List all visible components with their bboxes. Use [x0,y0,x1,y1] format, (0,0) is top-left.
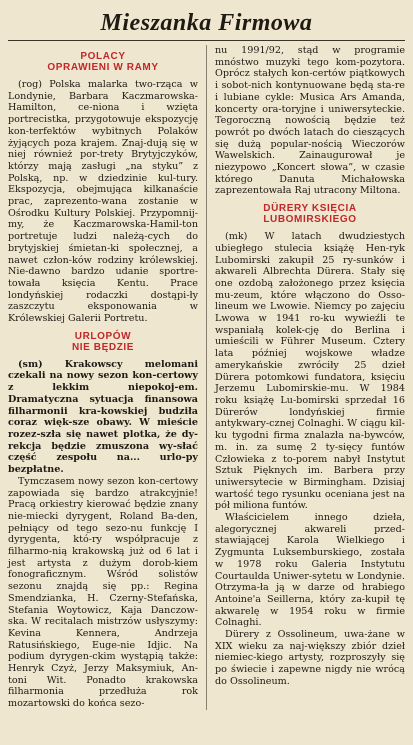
section-title: Mieszanka Firmowa [100,9,313,36]
headline-polacy: POLACY OPRAWIENI W RAMY [47,51,159,73]
column-right [206,45,405,710]
article-urlopow-continued: nu 1991/92, stąd w programie mnóstwo muzyki tego kom-pozytora. Oprócz stałych kon-certów piątkowych i sobot-nich kontynuowane będą sta-re i lubiane cykle: Musica Ars Amanda, koncerty ora-toryjne i uniwersyteckie. Tegoroczną nowością będzie też powrót po dwóch latach do cieszących się dużą popular-nością Wieczorów Wawelskich. Zainaugurował je niezypowo „Koncert słowa”, w czasie którego Danuta Michałowska zaprezentowała Raj utracony Miltona. [215,45,405,197]
article-durery-body-2: Właścicielem innego dzieła, alegorycznej akwareli przed-stawiającej Karola Wielkiego i Zygmunta Luksemburskiego, została w 1978 roku Galeria Instytutu Courtaulda Uniwer-sytetu w Londynie. Otrzyma-ła ją w darze od hrabiego Antoine'a Seillerna, który za-kupił tę akwarelę w 1954 roku w firmie Colnaghi. [215,512,405,629]
masthead [8,6,405,41]
article-durery-body-1: (mk) W latach dwudziestych ubiegłego stulecia książę Hen-ryk Lubomirski zakupił 25 ry-sunków i akwareli Albrechta Dürera. Stały się one ozdobą założonego przez księcia mu-zeum, które włączono do Osso-lineum we Lwowie. Niemcy po zajęciu Lwowa w 1941 ro-ku wywieźli te wspaniałą kolek-cję do Berlina i umieścili w Führer Museum. Cztery lata później wojskowe władze amerykańskie zwróciły 25 dzieł Dürera potomkowi fundatora, księciu Jerzemu Lubomirskie-mu. W 1984 roku książę Lu-bomirski sprzedał 16 Dürerów londyńskiej firmie antykwary-cznej Colnaghi. W ciągu kil-ku tygodni firma znalazła na-bywców, m. in. za sumę 2 ty-sięcy funtów Człowieka z to-porem nabył Instytut Sztuk Pięknych im. Barbera przy uniwersytecie w Birmingham. Dzisiaj wartość tego rysunku oceniana jest na pół miliona funtów. [215,231,405,512]
article-urlopow-lead: (sm) Krakowscy melomani czekali na nowy sezon kon-certowy z lekkim niepokoj-em. Dramatyczna sytuacja finansowa filharmonii kra-kowskiej budziła coraz więk-sze obawy. W mieście rozez-szła się nawet plotka, że dy-rekcja będzie zmuszona wy-słać część zespołu na... urlo-py bezpłatne. [8,358,198,476]
article-durery-body-3: Dürery z Ossolineum, uwa-żane w XIX wieku za naj-większy zbiór dzieł niemiec-kiego artysty, rozproszyły się po świecie i zapewne nigdy nie wrócą do Ossolineum. [215,629,405,687]
column-left [8,45,198,710]
headline-urlopow: URLOPÓW NIE BĘDZIE [71,330,135,353]
columns [8,45,405,710]
headline-durery: DÜRERY KSIĘCIA LUBOMIRSKIEGO [263,203,357,226]
article-polacy-body: (rog) Polska malarka two-rząca w Londynie, Barbara Kaczmarowska-Hamilton, ce-niona i wzięta portrecistka, przygotowuje ekspozycję kon-terfektów wybitnych Polaków żyjących poza krajem. Znaj-dują się w niej również por-trety Brytyjczyków, którzy mają zasługi „na styku” z Polską, np. w dziedzinie kul-tury. Ekspozycja, obejmująca kilkanaście prac, zaprezento-wana zostanie w Ośrodku Kultury Polskiej. Przypomnij-my, że Kaczmarowska-Hamil-ton portretuje ludzi należą-cych do brytyjskiej śmietan-ki społecznej, a nawet człon-ków rodziny królewskiej. Nie-dawno bardzo udanie sportre-towała księcia Kentu. Prace londyńskiej rodaczki dostąpi-ły zaszczytu eksponowania w Królewskiej Galerii Portretu. [8,79,198,325]
article-urlopow-body: Tymczasem nowy sezon kon-certowy zapowiada się bardzo atrakcyjnie! Pracą orkiestry kierować będzie znany nie-miecki dyrygent, Roland Ba-den, pełniący od tego sezo-nu funkcję I dyrygenta, któ-ry współpracuje z filharmo-nią krakowską już od 6 lat i jest artysta z dużym dorob-kiem fonograficznym. Wśród solistów sezonu znajdą się pp.: Regina Smendzianka, H. Czerny-Stefańska, Stefania Woytowicz, Kaja Danczow-ska. W recitalach mistrzów usłyszymy: Kevina Kennera, Andrzeja Ratusińskiego, Euge-nie Idjic. Na podium dyrygen-ckim wystąpią także: Henryk Czyż, Jerzy Maksymiuk, An-toni Wit. Ponadto krakowska filharmonia przedłuża rok mozartowski do końca sezo- [8,475,198,710]
